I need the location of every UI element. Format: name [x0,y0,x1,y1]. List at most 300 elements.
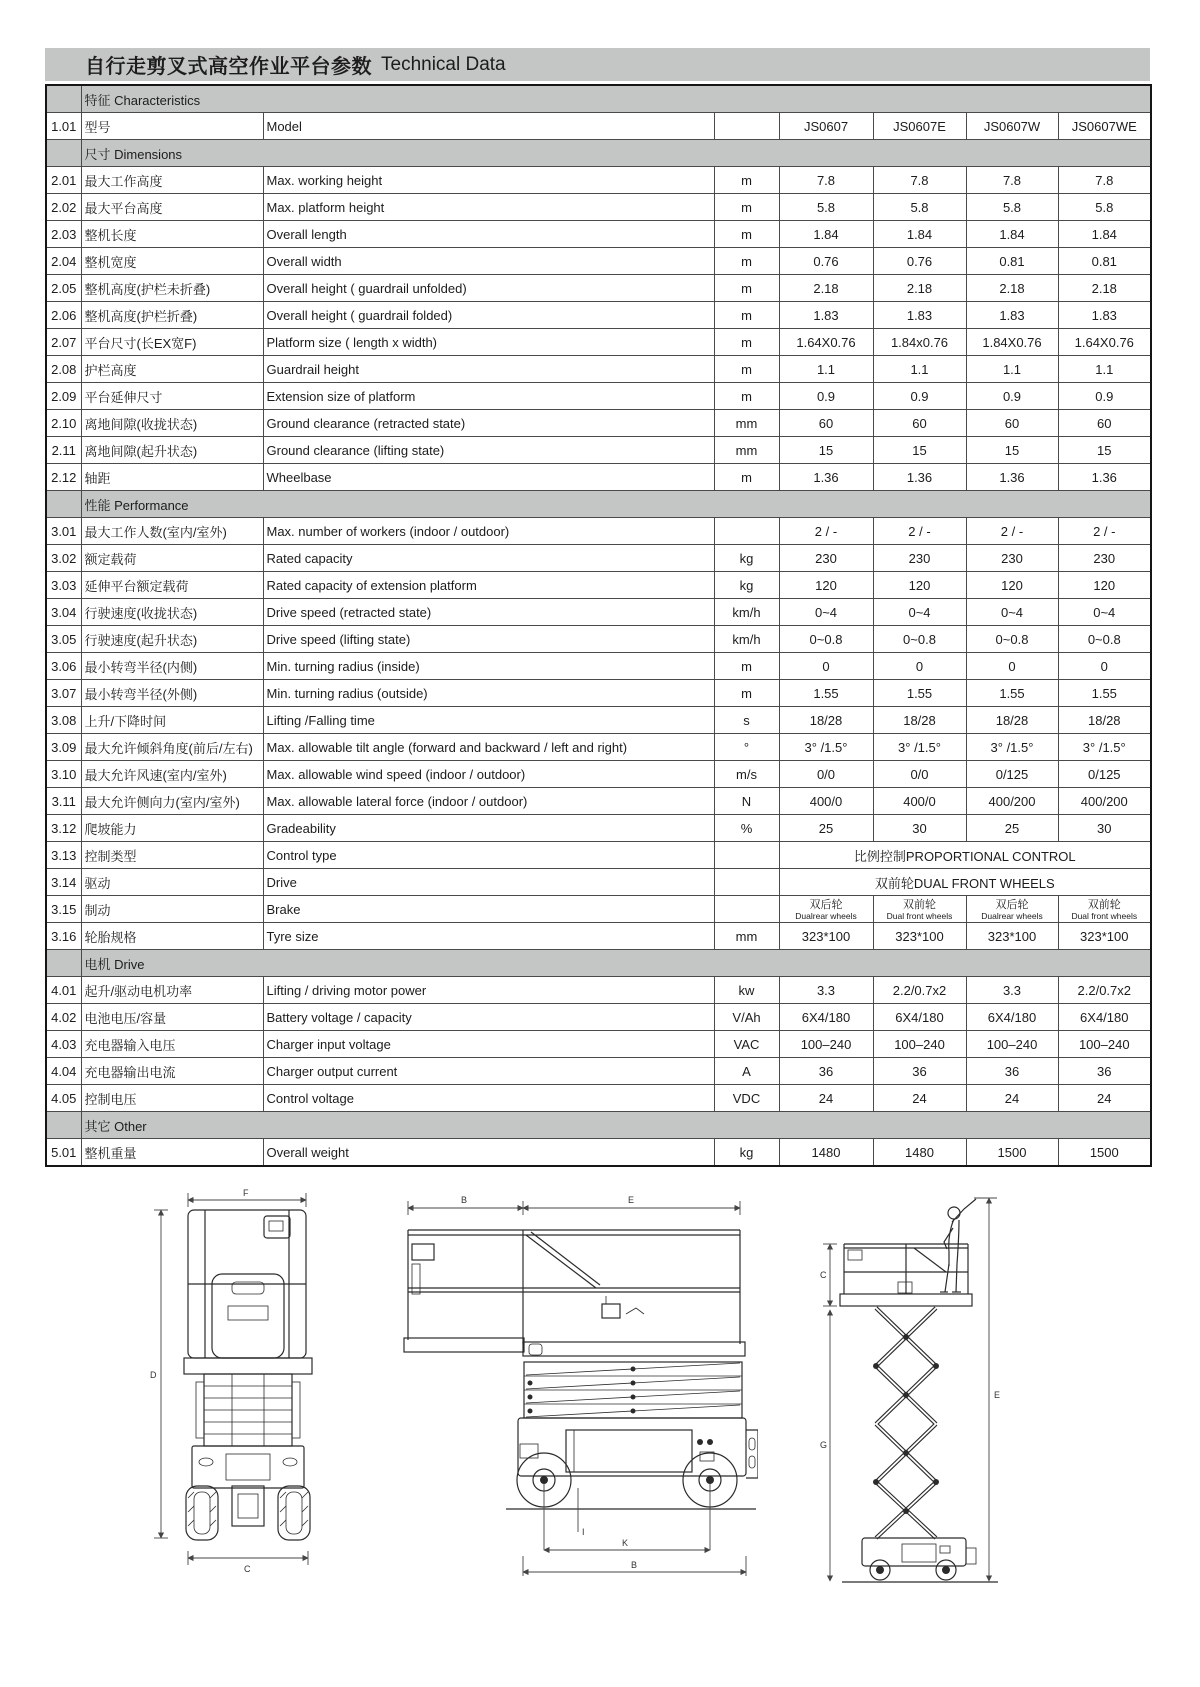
row-label-en: Guardrail height [263,356,714,383]
dim-label-d: D [150,1370,157,1380]
row-label-zh: 电池电压/容量 [81,1004,263,1031]
row-value: 24 [779,1085,873,1112]
row-label-en: Lifting /Falling time [263,707,714,734]
row-label-en: Max. allowable tilt angle (forward and backward / left and right) [263,734,714,761]
spec-row [46,329,1151,356]
row-value: 1.83 [966,302,1058,329]
row-label-zh: 延伸平台额定载荷 [81,572,263,599]
row-value: 120 [779,572,873,599]
row-label-zh: 充电器输出电流 [81,1058,263,1085]
row-unit: kw [714,977,779,1004]
row-value: 1.1 [873,356,966,383]
row-value: 1.83 [1058,302,1151,329]
row-label-zh: 起升/驱动电机功率 [81,977,263,1004]
row-value: 1.64X0.76 [779,329,873,356]
row-label-zh: 平台延伸尺寸 [81,383,263,410]
row-index: 2.12 [46,464,81,491]
row-value: 15 [779,437,873,464]
row-value: 1.36 [1058,464,1151,491]
spec-row [46,788,1151,815]
row-index: 3.08 [46,707,81,734]
row-index: 3.02 [46,545,81,572]
row-label-zh: 充电器输入电压 [81,1031,263,1058]
row-value: 0.9 [873,383,966,410]
row-value: 1.84X0.76 [966,329,1058,356]
row-label-zh: 整机高度(护栏未折叠) [81,275,263,302]
row-unit: m [714,653,779,680]
dim-label-left: G [820,1440,828,1450]
row-label-en: Rated capacity [263,545,714,572]
row-value: 1.55 [873,680,966,707]
row-value: 3.3 [779,977,873,1004]
row-index: 4.02 [46,1004,81,1031]
row-value: 0.9 [1058,383,1151,410]
row-label-en: Control type [263,842,714,869]
row-label-en: Platform size ( length x width) [263,329,714,356]
row-value: 0~0.8 [873,626,966,653]
row-label-en: Drive [263,869,714,896]
spec-row [46,707,1151,734]
row-value: JS0607W [966,113,1058,140]
row-unit [714,113,779,140]
row-label-en: Control voltage [263,1085,714,1112]
row-value: 5.8 [1058,194,1151,221]
dim-label-k: K [622,1538,629,1548]
row-value: 2.18 [1058,275,1151,302]
row-value: 6X4/180 [1058,1004,1151,1031]
row-value: 2 / - [966,518,1058,545]
section-title: 其它 Other [81,1112,1151,1139]
row-value: 0/125 [1058,761,1151,788]
spec-row [46,761,1151,788]
row-label-en: Overall height ( guardrail folded) [263,302,714,329]
row-value: 18/28 [873,707,966,734]
spec-row [46,302,1151,329]
section-row [46,1112,1151,1139]
row-label-zh: 整机高度(护栏折叠) [81,302,263,329]
row-value: 1.84 [873,221,966,248]
row-value: 100–240 [1058,1031,1151,1058]
spec-row [46,815,1151,842]
row-value: 30 [1058,815,1151,842]
row-value: 60 [873,410,966,437]
row-value: 0 [966,653,1058,680]
row-value: 0.76 [779,248,873,275]
row-value: 1.1 [779,356,873,383]
row-value: 6X4/180 [966,1004,1058,1031]
spec-row [46,896,1151,923]
row-label-zh: 型号 [81,113,263,140]
row-index: 3.14 [46,869,81,896]
row-label-zh: 最大允许侧向力(室内/室外) [81,788,263,815]
row-label-en: Lifting / driving motor power [263,977,714,1004]
dim-label-b-top: B [461,1195,468,1205]
row-value: 7.8 [873,167,966,194]
row-value: 0.81 [1058,248,1151,275]
row-index: 4.05 [46,1085,81,1112]
row-value: 0.9 [966,383,1058,410]
row-value: 2.18 [873,275,966,302]
row-value: 24 [1058,1085,1151,1112]
row-label-zh: 上升/下降时间 [81,707,263,734]
spec-row [46,572,1151,599]
row-unit: kg [714,545,779,572]
spec-row [46,1031,1151,1058]
row-index: 3.11 [46,788,81,815]
row-value: 18/28 [966,707,1058,734]
row-label-zh: 整机长度 [81,221,263,248]
row-label-zh: 整机重量 [81,1139,263,1167]
row-value: 1.55 [966,680,1058,707]
row-value: 18/28 [779,707,873,734]
spec-row [46,437,1151,464]
row-value: 100–240 [873,1031,966,1058]
row-value: 25 [966,815,1058,842]
row-index: 2.06 [46,302,81,329]
page-title [45,48,1150,81]
row-value: 7.8 [1058,167,1151,194]
row-value: 1.55 [1058,680,1151,707]
section-title: 特征 Characteristics [81,85,1151,113]
row-value: 323*100 [779,923,873,950]
row-value: 1.55 [779,680,873,707]
row-value: 1500 [966,1139,1058,1167]
row-value: 323*100 [1058,923,1151,950]
row-label-en: Drive speed (lifting state) [263,626,714,653]
row-label-zh: 平台尺寸(长EX宽F) [81,329,263,356]
row-value: 2 / - [1058,518,1151,545]
row-value: 5.8 [873,194,966,221]
row-value: 0~0.8 [1058,626,1151,653]
row-value: 6X4/180 [873,1004,966,1031]
row-label-en: Tyre size [263,923,714,950]
row-label-en: Max. working height [263,167,714,194]
row-index: 4.03 [46,1031,81,1058]
row-value: 0~4 [966,599,1058,626]
row-label-en: Overall length [263,221,714,248]
spec-table-body [46,85,1151,1166]
row-value: 15 [966,437,1058,464]
elevated-view-drawing [806,1186,1006,1616]
row-index: 3.12 [46,815,81,842]
row-value: 400/200 [1058,788,1151,815]
section-index-cell [46,950,81,977]
spec-row [46,842,1151,869]
row-label-en: Min. turning radius (inside) [263,653,714,680]
row-label-zh: 制动 [81,896,263,923]
row-label-zh: 最大允许风速(室内/室外) [81,761,263,788]
row-label-en: Ground clearance (lifting state) [263,437,714,464]
row-unit: % [714,815,779,842]
spec-row [46,653,1151,680]
row-label-zh: 最小转弯半径(外侧) [81,680,263,707]
row-index: 3.15 [46,896,81,923]
row-value: 2.2/0.7x2 [873,977,966,1004]
row-value: 36 [1058,1058,1151,1085]
row-label-zh: 护栏高度 [81,356,263,383]
row-value: 30 [873,815,966,842]
row-value: 230 [966,545,1058,572]
row-value: 5.8 [779,194,873,221]
row-unit: kg [714,572,779,599]
row-unit [714,518,779,545]
row-unit [714,896,779,923]
row-index: 2.05 [46,275,81,302]
section-row [46,140,1151,167]
row-value: 100–240 [779,1031,873,1058]
spec-row [46,410,1151,437]
row-value: 36 [779,1058,873,1085]
row-index: 3.16 [46,923,81,950]
row-value: 25 [779,815,873,842]
row-label-zh: 最大工作人数(室内/室外) [81,518,263,545]
row-value: 1500 [1058,1139,1151,1167]
row-label-zh: 控制类型 [81,842,263,869]
row-value: 323*100 [873,923,966,950]
row-label-zh: 行驶速度(起升状态) [81,626,263,653]
row-value: 1.83 [873,302,966,329]
row-value: 0/0 [779,761,873,788]
row-value: 1.36 [873,464,966,491]
row-value: 1.84 [1058,221,1151,248]
row-value: 3° /1.5° [873,734,966,761]
row-index: 3.05 [46,626,81,653]
row-value: 400/200 [966,788,1058,815]
row-value: 1.84 [966,221,1058,248]
scissor-arms [873,1308,939,1538]
row-index: 2.09 [46,383,81,410]
spec-row [46,275,1151,302]
row-value: 2.18 [779,275,873,302]
row-label-zh: 最大允许倾斜角度(前后/左右) [81,734,263,761]
row-value: 双前轮 Dual front wheels [1058,896,1151,923]
row-label-en: Model [263,113,714,140]
row-unit: m [714,302,779,329]
row-unit: m [714,248,779,275]
row-index: 2.02 [46,194,81,221]
spec-row [46,626,1151,653]
row-unit: VAC [714,1031,779,1058]
row-unit [714,869,779,896]
row-unit: m [714,221,779,248]
row-index: 3.07 [46,680,81,707]
row-label-zh: 额定载荷 [81,545,263,572]
row-value: 24 [966,1085,1058,1112]
row-index: 3.06 [46,653,81,680]
row-index: 2.10 [46,410,81,437]
dim-label-e: E [628,1195,635,1205]
row-value: 120 [1058,572,1151,599]
section-index-cell [46,1112,81,1139]
row-value: 18/28 [1058,707,1151,734]
row-label-en: Gradeability [263,815,714,842]
row-unit [714,842,779,869]
row-index: 2.04 [46,248,81,275]
row-unit: m [714,464,779,491]
row-label-zh: 整机宽度 [81,248,263,275]
row-label-zh: 离地间隙(起升状态) [81,437,263,464]
row-label-zh: 轮胎规格 [81,923,263,950]
row-label-en: Rated capacity of extension platform [263,572,714,599]
row-value: 1.36 [966,464,1058,491]
row-value: 0~0.8 [779,626,873,653]
spec-row [46,113,1151,140]
row-label-zh: 爬坡能力 [81,815,263,842]
row-label-zh: 轴距 [81,464,263,491]
row-label-en: Max. allowable lateral force (indoor / outdoor) [263,788,714,815]
section-index-cell [46,140,81,167]
section-index-cell [46,491,81,518]
row-value: 双后轮 Dualrear wheels [966,896,1058,923]
row-value: 36 [873,1058,966,1085]
row-index: 3.09 [46,734,81,761]
row-unit: VDC [714,1085,779,1112]
row-value: 1.84x0.76 [873,329,966,356]
page-title-en: Technical Data [381,53,506,75]
spec-row [46,356,1151,383]
spec-row [46,977,1151,1004]
row-unit: km/h [714,626,779,653]
row-unit: mm [714,437,779,464]
row-index: 3.10 [46,761,81,788]
row-label-en: Brake [263,896,714,923]
row-value: 15 [1058,437,1151,464]
row-value: 323*100 [966,923,1058,950]
row-unit: A [714,1058,779,1085]
row-label-en: Ground clearance (retracted state) [263,410,714,437]
spec-row [46,221,1151,248]
row-value: 1.36 [779,464,873,491]
row-value: 0~0.8 [966,626,1058,653]
row-unit: m [714,383,779,410]
row-value: 60 [1058,410,1151,437]
row-value: JS0607WE [1058,113,1151,140]
row-value: 0~4 [779,599,873,626]
spec-row [46,545,1151,572]
spec-row [46,734,1151,761]
row-value: 6X4/180 [779,1004,873,1031]
section-title: 电机 Drive [81,950,1151,977]
row-value: 230 [873,545,966,572]
row-value: 0/125 [966,761,1058,788]
spec-row [46,167,1151,194]
page-title-zh: 自行走剪叉式高空作业平台参数 [85,56,372,78]
spec-row [46,869,1151,896]
row-value: 3° /1.5° [779,734,873,761]
row-value: 400/0 [779,788,873,815]
row-value: 230 [1058,545,1151,572]
row-unit: m [714,680,779,707]
row-label-zh: 最大工作高度 [81,167,263,194]
worker-figure [940,1199,976,1292]
dim-label-c: C [244,1564,251,1574]
row-value: 120 [966,572,1058,599]
row-index: 3.13 [46,842,81,869]
row-value: 400/0 [873,788,966,815]
row-label-en: Wheelbase [263,464,714,491]
dim-label-right: E [994,1390,1001,1400]
section-index-cell [46,85,81,113]
row-unit: m [714,167,779,194]
row-value: 0~4 [1058,599,1151,626]
row-index: 4.01 [46,977,81,1004]
row-unit: m [714,329,779,356]
spec-table [45,84,1152,1167]
row-index: 2.07 [46,329,81,356]
row-value: 0.81 [966,248,1058,275]
row-label-en: Overall height ( guardrail unfolded) [263,275,714,302]
row-unit: m [714,275,779,302]
row-value: 2 / - [873,518,966,545]
row-label-en: Charger input voltage [263,1031,714,1058]
row-label-en: Min. turning radius (outside) [263,680,714,707]
spec-row [46,1058,1151,1085]
section-row [46,85,1151,113]
spec-row [46,599,1151,626]
row-label-zh: 行驶速度(收拢状态) [81,599,263,626]
row-label-en: Max. allowable wind speed (indoor / outdoor) [263,761,714,788]
row-value: 3.3 [966,977,1058,1004]
row-label-en: Drive speed (retracted state) [263,599,714,626]
row-value: 7.8 [779,167,873,194]
row-label-zh: 最小转弯半径(内侧) [81,653,263,680]
row-value: JS0607E [873,113,966,140]
row-label-en: Extension size of platform [263,383,714,410]
row-unit: m/s [714,761,779,788]
row-value: JS0607 [779,113,873,140]
row-unit: mm [714,410,779,437]
row-value: 0/0 [873,761,966,788]
section-title: 尺寸 Dimensions [81,140,1151,167]
row-value: 0.9 [779,383,873,410]
row-label-en: Overall weight [263,1139,714,1167]
row-value: 120 [873,572,966,599]
front-view-drawing [148,1186,320,1591]
row-value: 0 [1058,653,1151,680]
row-value: 60 [779,410,873,437]
row-span-value: 比例控制PROPORTIONAL CONTROL [779,842,1151,869]
row-value: 36 [966,1058,1058,1085]
row-value: 15 [873,437,966,464]
row-label-zh: 最大平台高度 [81,194,263,221]
row-label-en: Max. number of workers (indoor / outdoor) [263,518,714,545]
row-label-en: Max. platform height [263,194,714,221]
row-index: 3.03 [46,572,81,599]
row-index: 5.01 [46,1139,81,1167]
row-index: 1.01 [46,113,81,140]
row-value: 0 [873,653,966,680]
row-value: 1.1 [1058,356,1151,383]
row-value: 60 [966,410,1058,437]
row-index: 2.03 [46,221,81,248]
row-span-value: 双前轮DUAL FRONT WHEELS [779,869,1151,896]
spec-row [46,1004,1151,1031]
row-unit: V/Ah [714,1004,779,1031]
dim-label-f: F [243,1188,249,1198]
row-value: 2 / - [779,518,873,545]
row-label-zh: 控制电压 [81,1085,263,1112]
dim-label-i: I [582,1527,585,1537]
row-index: 3.01 [46,518,81,545]
row-value: 7.8 [966,167,1058,194]
spec-row [46,923,1151,950]
row-index: 2.08 [46,356,81,383]
section-row [46,491,1151,518]
row-value: 0~4 [873,599,966,626]
dim-label-platform: C [820,1270,827,1280]
row-value: 双后轮 Dualrear wheels [779,896,873,923]
row-value: 1.1 [966,356,1058,383]
